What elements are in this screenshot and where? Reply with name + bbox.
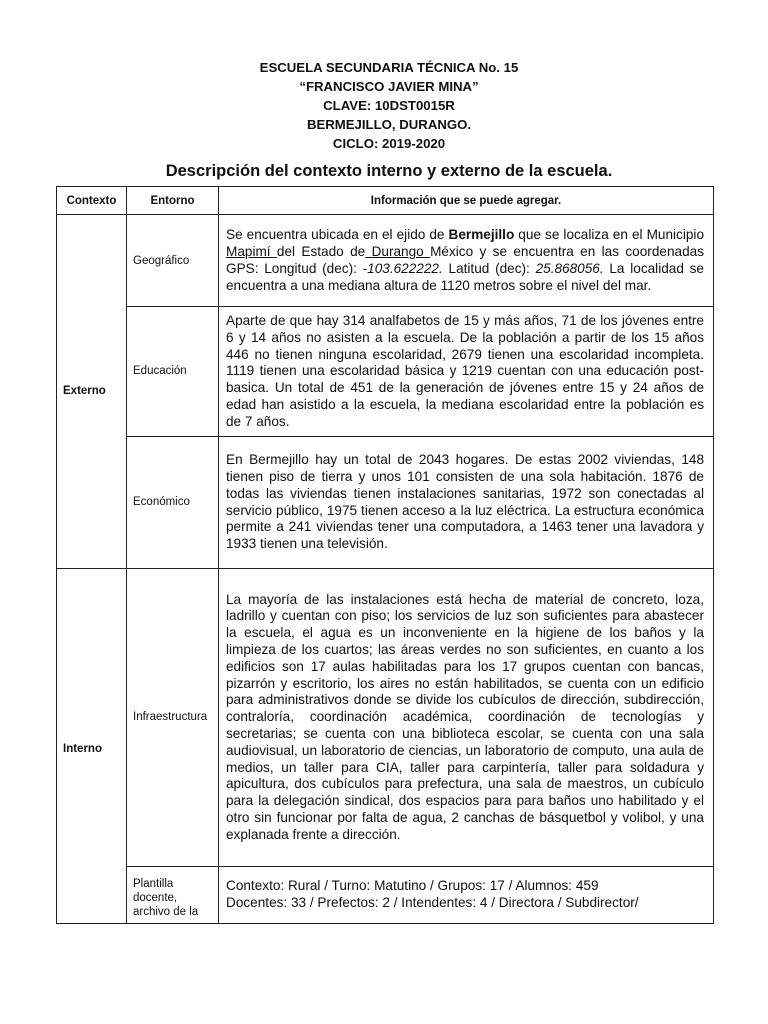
info-infraestructura: La mayoría de las instalaciones está hecha de material de concreto, loza, ladrillo y cuentan con piso; los servicios de luz son suficientes para abastecer la escuela, el agua es un inconveniente en la higiene de los baños y la limpieza de los cuartos; las áreas verdes no son suficientes, en cuanto a los edificios son 17 aulas habilitadas para los 17 grupos cuentan con bancas, pizarrón y escritorio, los aires no están habilitados, se cuenta con un edificio para administrativos donde se divide los cubículos de dirección, subdirección, contraloría, coordinación académica, coordinación de tecnologías y secretarias; se cuenta con una biblioteca escolar, se cuenta con una sala audiovisual, un laboratorio de ciencias, un laboratorio de computo, una aula de medios, un taller para CIA, taller para carpintería, taller para soldadura y apicultura, dos cubículos para prefectura, una sala de maestros, un cubículo para la delegación sindical, dos espacios para para baños uno habilitado y el otro sin funcionar por falta de agua, 2 canchas de básquetbol y volibol, y una explanada frente a dirección.	[219, 568, 714, 866]
school-location: BERMEJILLO, DURANGO.	[306, 117, 472, 132]
entorno-educacion: Educación	[127, 307, 219, 437]
context-table	[56, 186, 714, 924]
info-plantilla: Contexto: Rural / Turno: Matutino / Grupos: 17 / Alumnos: 459 Docentes: 33 / Prefectos: 2 / Intendentes: 4 / Directora / Subdirector/	[219, 866, 714, 923]
table-row-educacion	[57, 307, 714, 437]
table-row-geografico	[57, 215, 714, 307]
table-header-row	[57, 187, 714, 215]
info-geografico: Se encuentra ubicada en el ejido de Bermejillo que se localiza en el Municipio Mapimí del Estado de Durango México y se encuentra en las coordenadas GPS: Longitud (dec): -103.622222. Latitud (dec): 25.868056. La localidad se encuentra a una mediana altura de 1120 metros sobre el nivel del mar.	[219, 215, 714, 307]
school-name: ESCUELA SECUNDARIA TÉCNICA No. 15	[259, 60, 519, 75]
context-externo: Externo	[57, 215, 127, 569]
info-economico: En Bermejillo hay un total de 2043 hogares. De estas 2002 viviendas, 148 tienen piso de tierra y unos 101 consisten de una sola habitación. 1876 de todas las viviendas tienen instalaciones sanitarias, 1972 son conectadas al servicio público, 1975 tienen acceso a la luz eléctrica. La estructura económica permite a 241 viviendas tener una computadora, a 1463 tener una lavadora y 1933 tienen una televisión.	[219, 436, 714, 568]
document-title: Descripción del contexto interno y externo de la escuela.	[165, 162, 613, 180]
entorno-infraestructura: Infraestructura	[127, 568, 219, 866]
entorno-economico: Económico	[127, 436, 219, 568]
column-header-contexto: Contexto	[57, 187, 127, 215]
school-cycle: CICLO: 2019-2020	[332, 136, 446, 151]
column-header-entorno: Entorno	[127, 187, 219, 215]
context-interno: Interno	[57, 568, 127, 923]
entorno-geografico: Geográfico	[127, 215, 219, 307]
school-clave: CLAVE: 10DST0015R	[323, 98, 455, 113]
table-row-plantilla	[57, 866, 714, 923]
table-row-infraestructura	[57, 568, 714, 866]
info-educacion: Aparte de que hay 314 analfabetos de 15 y más años, 71 de los jóvenes entre 6 y 14 años no asisten a la escuela. De la población a partir de los 15 años 446 no tienen ninguna escolaridad, 2679 tienen una escolaridad incompleta. 1119 tienen una escolaridad básica y 1219 cuentan con una educación post-basica. Un total de 451 de la generación de jóvenes entre 15 y 24 años de edad han asistido a la escuela, la mediana escolaridad entre la población es de 7 años.	[219, 307, 714, 437]
column-header-informacion: Información que se puede agregar.	[219, 187, 714, 215]
document-header	[0, 58, 768, 153]
table-row-economico	[57, 436, 714, 568]
school-title: “FRANCISCO JAVIER MINA”	[299, 79, 479, 94]
entorno-plantilla: Plantilla docente, archivo de la	[127, 866, 219, 923]
